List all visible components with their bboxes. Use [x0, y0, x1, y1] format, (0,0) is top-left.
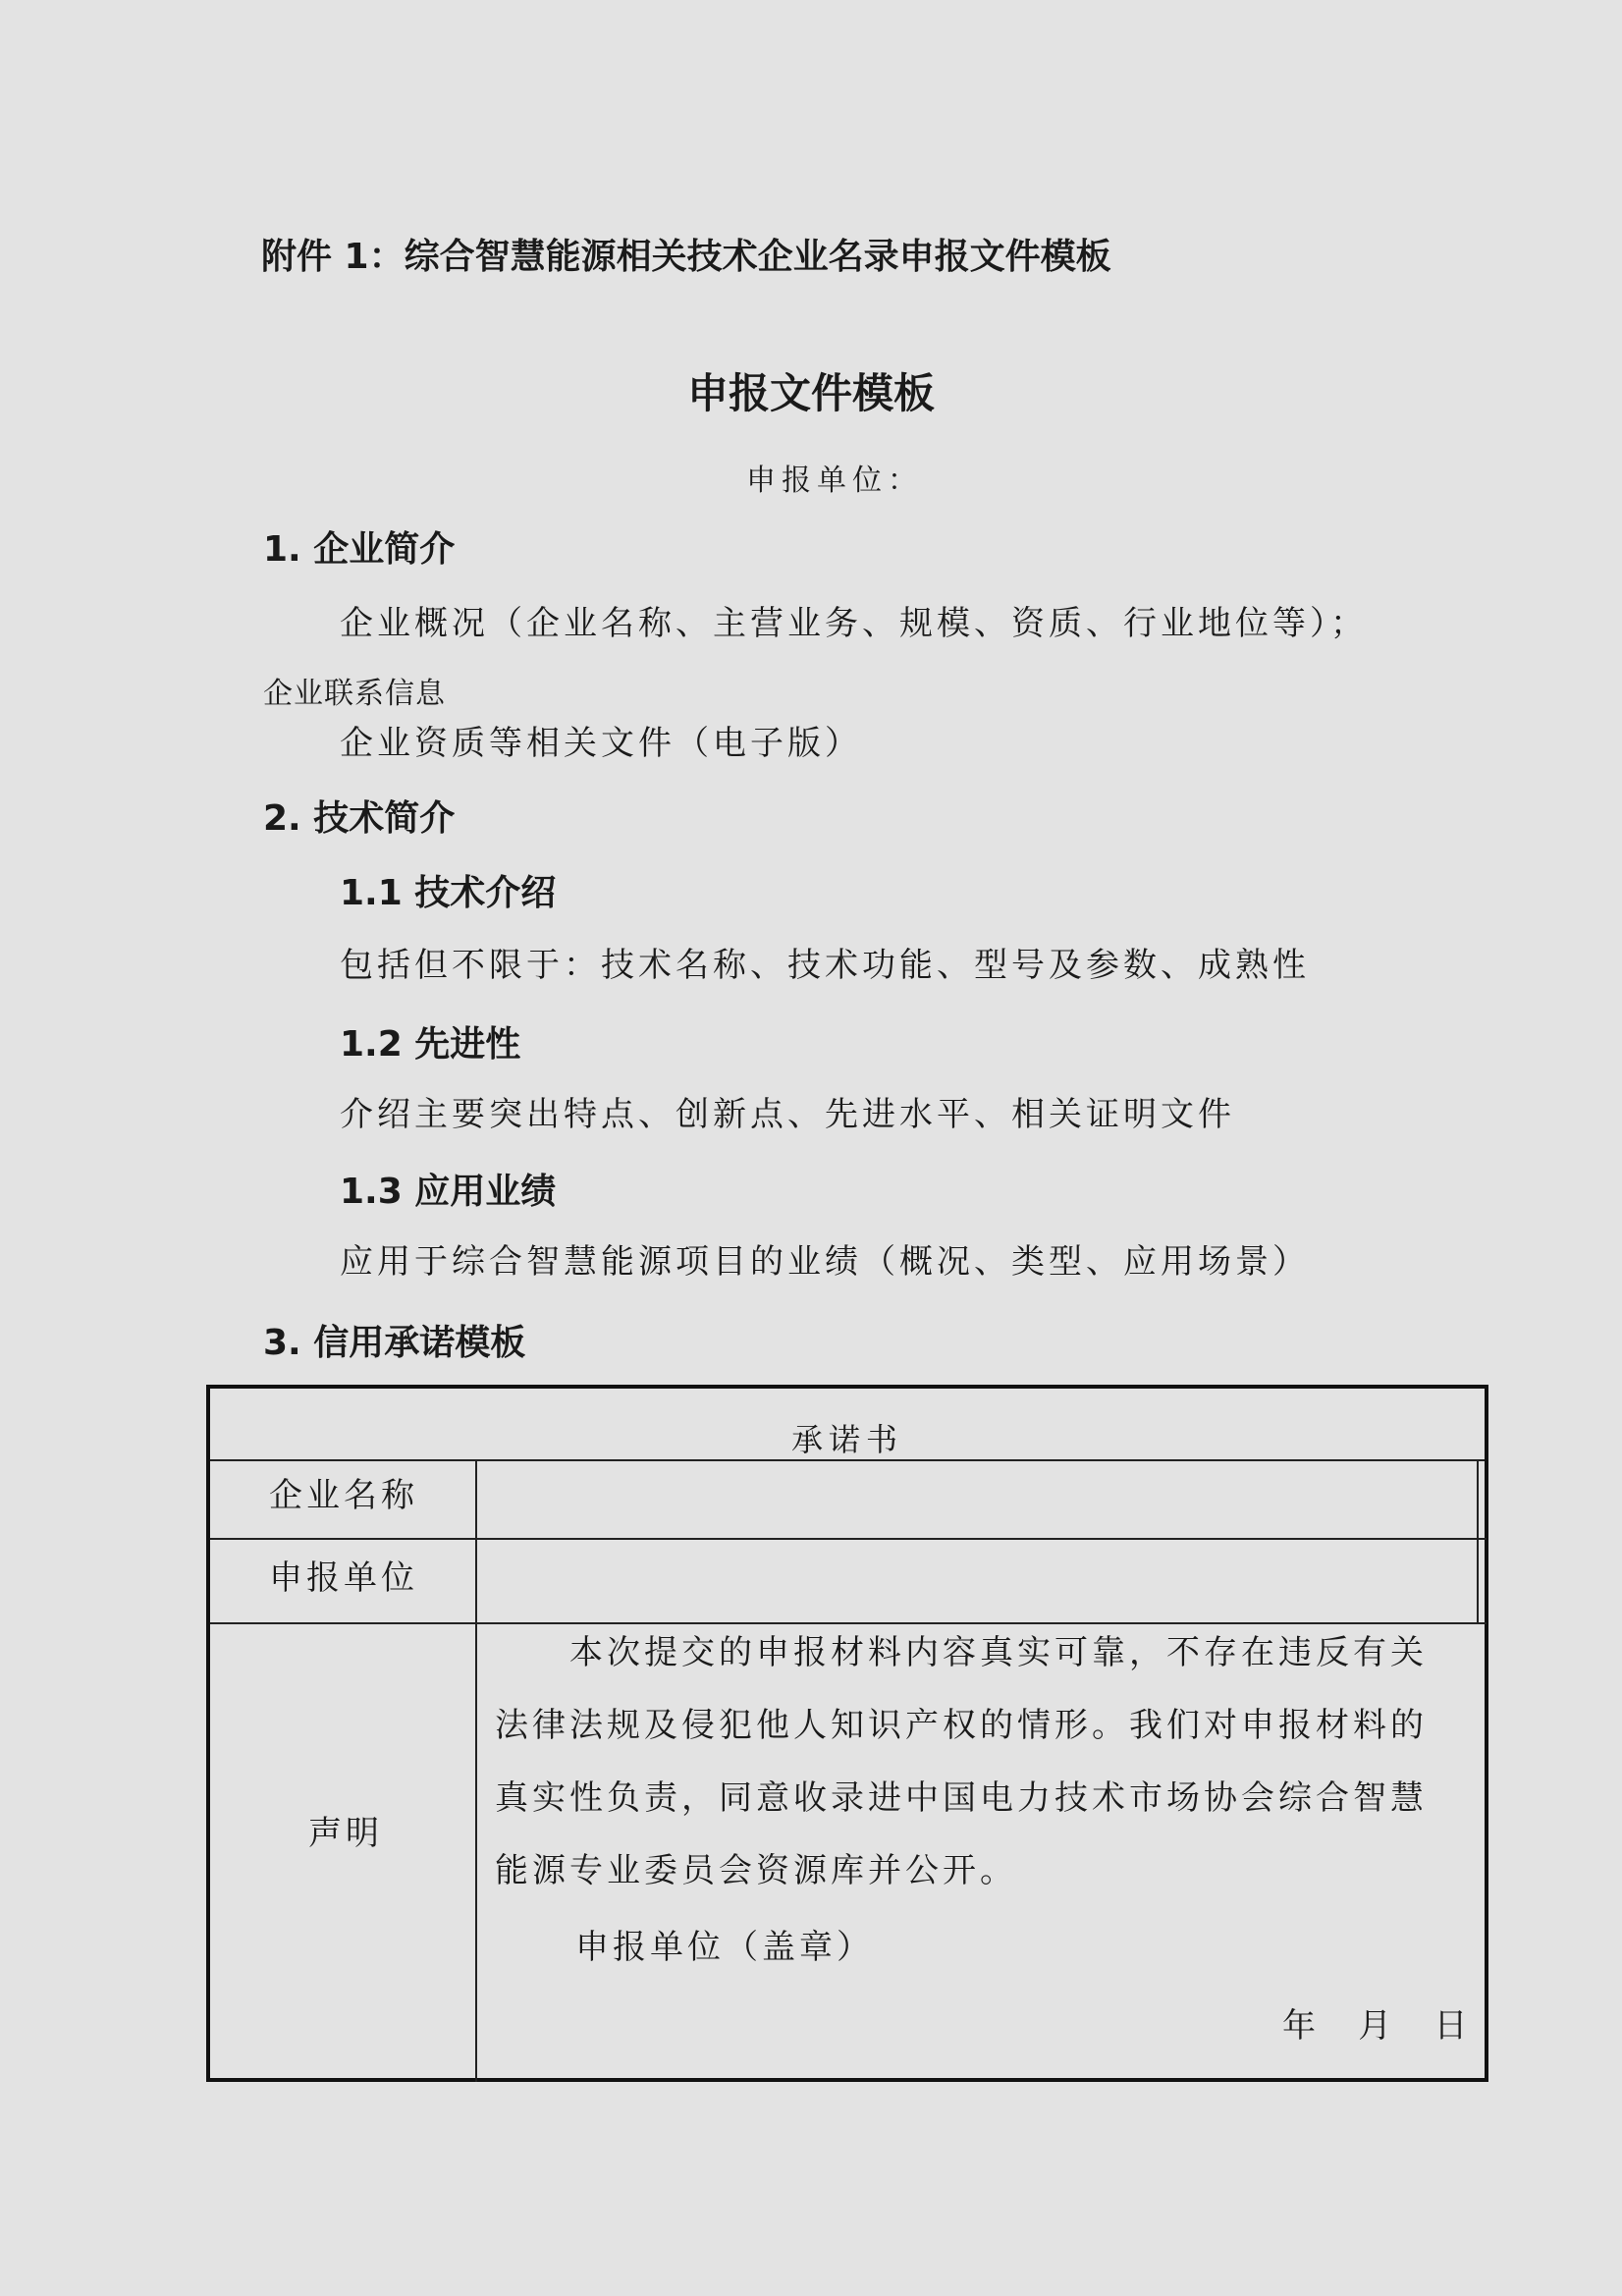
- subsection-1-1-heading: 1.1 技术介绍: [340, 873, 557, 913]
- attachment-title: 附件 1：综合智慧能源相关技术企业名录申报文件模板: [261, 237, 1111, 277]
- section-1-heading: 1. 企业简介: [263, 529, 456, 570]
- pledge-table: [206, 1385, 1488, 2082]
- declaration-text-line: 本次提交的申报材料内容真实可靠，不存在违反有关: [569, 1633, 1428, 1672]
- signature-seal-line: 申报单位（盖章）: [575, 1928, 874, 1967]
- subsection-1-1-text: 包括但不限于：技术名称、技术功能、型号及参数、成熟性: [340, 946, 1310, 985]
- declaration-text-line: 法律法规及侵犯他人知识产权的情形。我们对申报材料的: [495, 1706, 1428, 1745]
- applicant-unit-value[interactable]: [495, 1561, 1467, 1601]
- company-name-label: 企业名称: [269, 1476, 418, 1515]
- pledge-heading: 承诺书: [790, 1421, 903, 1458]
- declaration-text-line: 能源专业委员会资源库并公开。: [495, 1851, 1017, 1890]
- declaration-text-line: 真实性负责，同意收录进中国电力技术市场协会综合智慧: [495, 1778, 1428, 1818]
- table-divider: [1477, 1459, 1479, 1622]
- applicant-unit-label: 申报单位: [269, 1558, 418, 1598]
- section-3-heading: 3. 信用承诺模板: [263, 1323, 526, 1363]
- section-1-line-overview: 企业概况（企业名称、主营业务、规模、资质、行业地位等）；: [340, 604, 1368, 643]
- table-divider: [210, 1459, 1485, 1461]
- section-1-line-contact: 企业联系信息: [263, 677, 446, 711]
- subsection-1-2-heading: 1.2 先进性: [340, 1024, 521, 1065]
- declaration-label: 声明: [308, 1814, 383, 1853]
- section-1-line-qualification: 企业资质等相关文件（电子版）: [340, 724, 862, 763]
- section-2-heading: 2. 技术简介: [263, 798, 456, 839]
- document-title: 申报文件模板: [686, 369, 935, 417]
- table-divider: [475, 1459, 477, 2082]
- subsection-1-2-text: 介绍主要突出特点、创新点、先进水平、相关证明文件: [340, 1095, 1235, 1134]
- table-divider: [210, 1622, 1487, 1624]
- subsection-1-3-text: 应用于综合智慧能源项目的业绩（概况、类型、应用场景）: [340, 1242, 1310, 1282]
- company-name-value[interactable]: [495, 1479, 1467, 1518]
- table-divider: [210, 1538, 1487, 1540]
- applicant-unit-line: 申报单位：: [746, 464, 923, 498]
- date-line: 年 月 日: [1282, 2006, 1468, 2046]
- subsection-1-3-heading: 1.3 应用业绩: [340, 1172, 557, 1212]
